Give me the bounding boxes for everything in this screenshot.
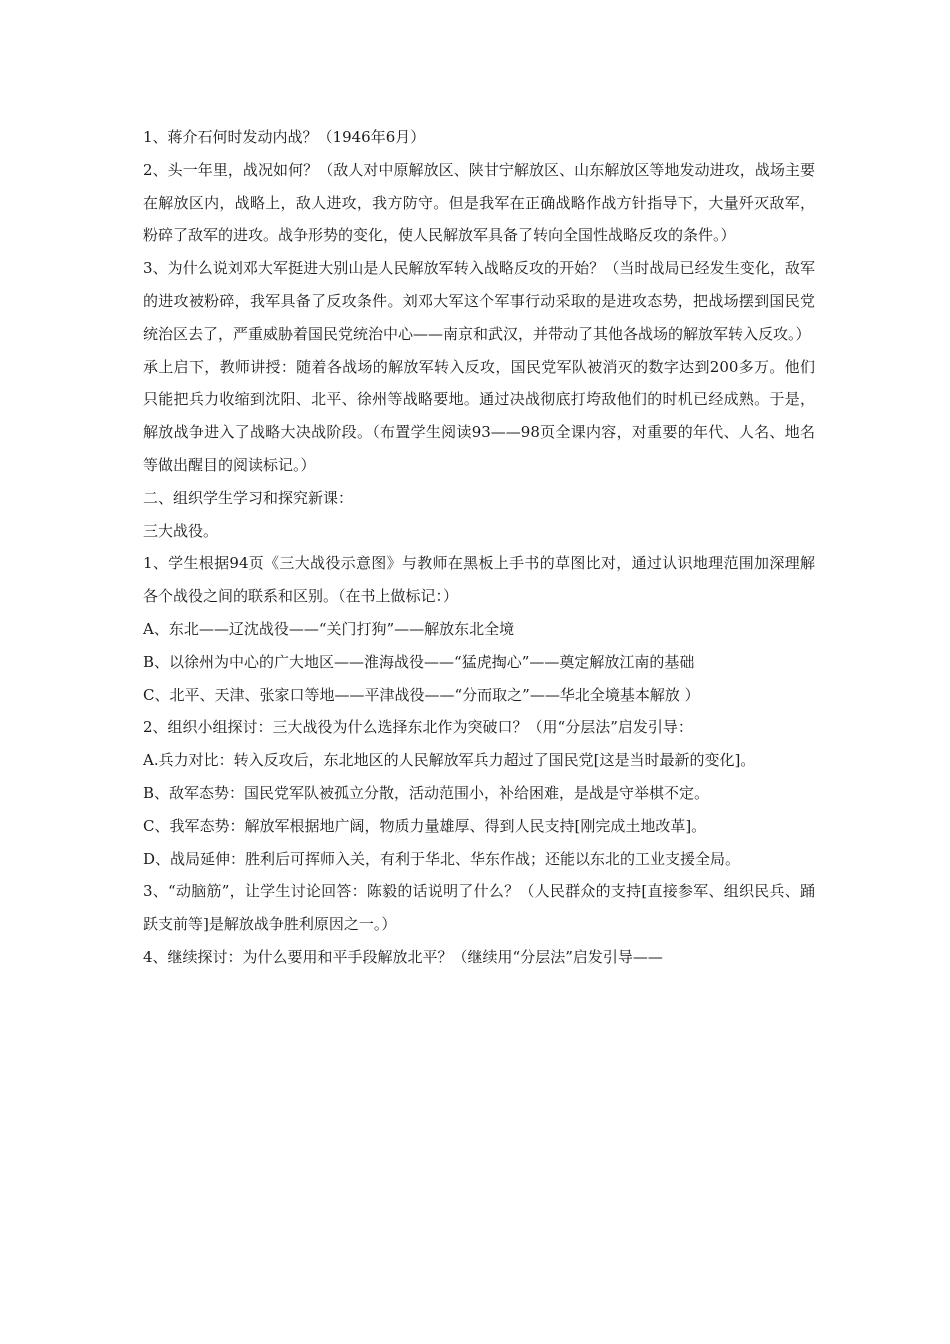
paragraph-q1: 1、蒋介石何时发动内战？（1946年6月） bbox=[143, 128, 426, 146]
point-c-our-posture: C、我军态势：解放军根据地广阔，物质力量雄厚、得到人民支持[刚完成土地改革]。 bbox=[143, 816, 707, 835]
list-item-b: B、以徐州为中心的广大地区——淮海战役——“猛虎掏心”——奠定解放江南的基础 bbox=[143, 652, 695, 671]
paragraph-q3: 3、为什么说刘邓大军挺进大别山是人民解放军转入战略反攻的开始？（当时战局已经发生变化，敌军的进攻被粉碎，我军具备了反攻条件。刘邓大军这个军事行动采取的是进攻态势，把战场摆到国民党统治区去了，严重威胁着国民党统治中心——南京和武汉，并带动了其他各战场的解放军转入反攻。） bbox=[143, 259, 815, 343]
paragraph-q2: 2、头一年里，战况如何？（敌人对中原解放区、陕甘宁解放区、山东解放区等地发动进攻，战场主要在解放区内，战略上，敌人进攻，我方防守。但是我军在正确战略作战方针指导下，大量歼灭敌军，粉碎了敌军的进攻。战争形势的变化，使人民解放军具备了转向全国性战略反攻的条件。） bbox=[143, 160, 815, 245]
paragraph-transition: 承上启下，教师讲授：随着各战场的解放军转入反攻，国民党军队被消灭的数字达到200多万。他们只能把兵力收缩到沈阳、北平、徐州等战略要地。通过决战彻底打垮敌他们的时机已经成熟。于是，解放战争进入了战略大决战阶段。（布置学生阅读93——98页全课内容，对重要的年代、人名、地名等做出醒目的阅读标记。） bbox=[143, 357, 815, 474]
paragraph-group-discussion: 2、组织小组探讨：三大战役为什么选择东北作为突破口？（用“分层法”启发引导： bbox=[143, 718, 693, 737]
list-item-a: A、东北——辽沈战役——“关门打狗”——解放东北全境 bbox=[143, 619, 515, 638]
document-body bbox=[143, 121, 815, 974]
subheading-three-campaigns: 三大战役。 bbox=[143, 521, 219, 540]
point-d-extension: D、战局延伸：胜利后可挥师入关，有利于华北、华东作战；还能以东北的工业支援全局。 bbox=[143, 849, 741, 868]
list-item-c: C、北平、天津、张家口等地——平津战役——“分而取之”——华北全境基本解放 ） bbox=[143, 685, 700, 704]
paragraph-map-comparison: 1、学生根据94页《三大战役示意图》与教师在黑板上手书的草图比对，通过认识地理范围加深理解各个战役之间的联系和区别。（在书上做标记：） bbox=[143, 554, 815, 606]
point-b-enemy-posture: B、敌军态势：国民党军队被孤立分散，活动范围小，补给困难，是战是守举棋不定。 bbox=[143, 783, 710, 802]
paragraph-think: 3、“动脑筋”，让学生讨论回答：陈毅的话说明了什么？（人民群众的支持[直接参军、组织民兵、踊跃支前等]是解放战争胜利原因之一。） bbox=[143, 882, 815, 934]
point-a-force-comparison: A.兵力对比：转入反攻后，东北地区的人民解放军兵力超过了国民党[这是当时最新的变化]。 bbox=[143, 751, 756, 770]
paragraph-peaceful-beiping: 4、继续探讨：为什么要用和平手段解放北平？（继续用“分层法”启发引导—— bbox=[143, 947, 663, 966]
section-heading-two: 二、组织学生学习和探究新课： bbox=[143, 488, 354, 507]
